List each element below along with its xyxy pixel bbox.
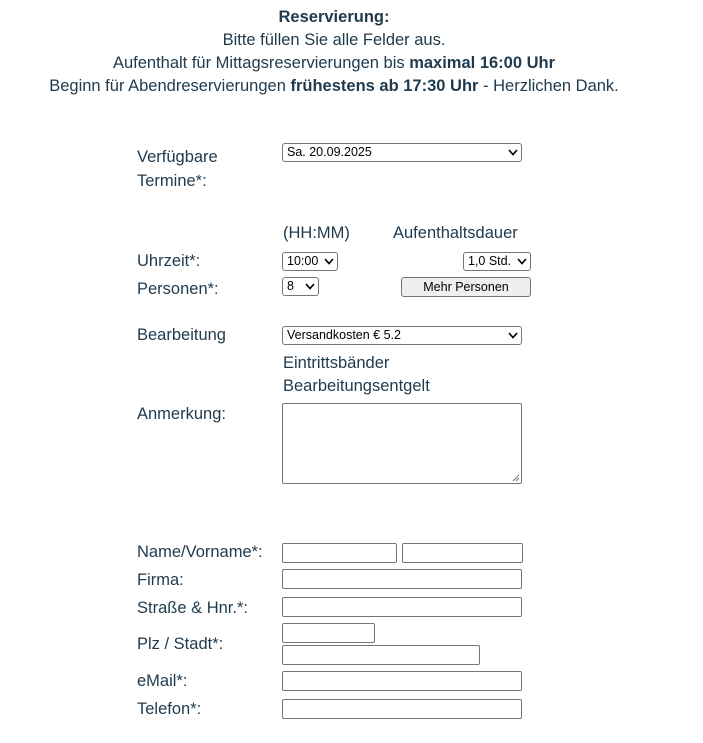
- intro-dinner-note: [0, 75, 668, 97]
- termine-select[interactable]: [282, 143, 522, 162]
- email-input[interactable]: [282, 671, 522, 691]
- vorname-input[interactable]: [402, 543, 523, 563]
- bearbeitung-note: [283, 352, 430, 398]
- page-title: Reservierung:: [278, 8, 390, 26]
- personen-selected-value: 8: [287, 279, 294, 293]
- resize-grip-icon[interactable]: [512, 474, 520, 482]
- intro-lunch-limit: maximal 16:00 Uhr: [409, 54, 556, 72]
- uhrzeit-select[interactable]: [282, 252, 338, 271]
- telefon-input[interactable]: [282, 699, 522, 719]
- intro-thanks: - Herzlichen Dank.: [478, 77, 619, 95]
- intro-dinner-start: frühestens ab 17:30 Uhr: [290, 77, 479, 95]
- bearbeitung-label: Bearbeitung: [137, 326, 226, 344]
- email-label: eMail*:: [137, 672, 188, 690]
- personen-select[interactable]: [282, 277, 319, 296]
- chevron-down-icon: [508, 148, 518, 157]
- termine-label-line2: Termine*:: [137, 172, 207, 190]
- intro-dinner-text: Beginn für Abendreservierungen: [49, 77, 291, 95]
- plz-stadt-label: Plz / Stadt*:: [137, 635, 224, 653]
- uhrzeit-selected-value: 10:00: [287, 254, 319, 268]
- uhrzeit-label: Uhrzeit*:: [137, 252, 201, 270]
- intro-lunch-text: Aufenthalt für Mittagsreservierungen bis: [112, 54, 410, 72]
- anmerkung-textarea[interactable]: [282, 403, 522, 484]
- personen-label: Personen*:: [137, 280, 219, 298]
- firma-input[interactable]: [282, 569, 522, 589]
- mehr-personen-button[interactable]: Mehr Personen: [401, 277, 531, 297]
- duration-label: Aufenthaltsdauer: [393, 224, 518, 242]
- name-label: Name/Vorname*:: [137, 543, 263, 561]
- termine-label-line1: Verfügbare: [137, 148, 218, 166]
- duration-selected-value: 1,0 Std.: [468, 254, 512, 268]
- time-format-hint: (HH:MM): [283, 224, 350, 242]
- anmerkung-label: Anmerkung:: [137, 405, 226, 423]
- nachname-input[interactable]: [282, 543, 397, 563]
- bearbeitung-select[interactable]: [282, 326, 522, 345]
- intro-instruction: Bitte füllen Sie alle Felder aus.: [222, 31, 446, 49]
- strasse-input[interactable]: [282, 597, 522, 617]
- chevron-down-icon: [517, 257, 527, 266]
- termine-selected-value: Sa. 20.09.2025: [287, 145, 372, 159]
- termine-label: [137, 145, 218, 193]
- plz-input[interactable]: [282, 623, 375, 643]
- stadt-input[interactable]: [282, 645, 480, 665]
- intro-lunch-note: [0, 52, 668, 74]
- chevron-down-icon: [305, 282, 315, 291]
- chevron-down-icon: [324, 257, 334, 266]
- bearbeitung-note-line1: Eintrittsbänder: [283, 354, 390, 372]
- strasse-label: Straße & Hnr.*:: [137, 599, 248, 617]
- chevron-down-icon: [508, 331, 518, 340]
- duration-select[interactable]: [463, 252, 531, 271]
- bearbeitung-note-line2: Bearbeitungsentgelt: [283, 377, 430, 395]
- telefon-label: Telefon*:: [137, 700, 202, 718]
- bearbeitung-selected-value: Versandkosten € 5.2: [287, 328, 401, 342]
- firma-label: Firma:: [137, 571, 184, 589]
